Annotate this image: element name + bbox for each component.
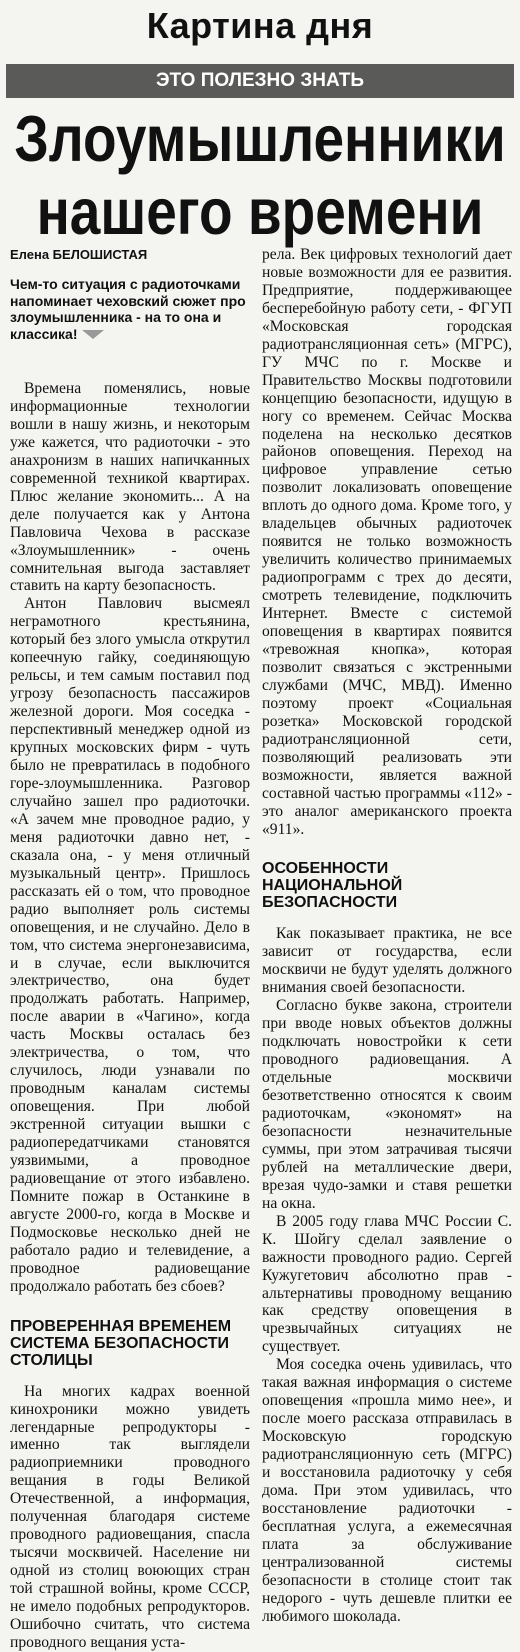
body-paragraph: рела. Век цифровых технологий дает новые возможности для ее развития. Предприятие, поддерживающее бесперебойную работу сети, - ФГУП «Московская городская радиотрансляционная сеть» (МГРС), ГУ МЧС по г. Москве и Правительство Москвы подготовили концепцию безопасности, идущую в ногу со временем. Сейчас Москва поделена на несколько десятков районов оповещения. Переход на цифровое управление сетью позволит локализовать оповещение вплоть до одного дома. Кроме того, у владельцев обычных радиоточек появится не только возможность увеличить количество принимаемых радиопрограмм с трех до десяти, смотреть телевидение, подключить Интернет. Вместе с системой оповещения в квартирах появится «тревожная кнопка», которая позволит связаться с экстренными службами (МЧС, МВД). Именно поэтому проект «Социальная розетка» Московской городской радиотрансляционной сети, позволяющий реализовать эти возможности, является важной составной частью программы «112» - это аналог американского проекта «911». [262,246,512,838]
body-paragraph: Как показывает практика, не все зависит от государства, если москвичи не будут уделять должного внимания своей безопасности. [262,925,512,997]
body-paragraph: На многих кадрах военной кинохроники можно увидеть легендарные репродукторы - именно так выглядели радиоприемники проводного вещания в годы Великой Отечественной, а информация, полученная благодаря системе проводного радиовещания, спасла тысячи москвичей. Население ни одной из столиц воюющих стран той страшной войны, кроме СССР, не имело подобных репродукторов. Ошибочно считать, что система проводного вещания уста- [10,1382,250,1651]
body-paragraph: Времена поменялись, новые информационные технологии вошли в нашу жизнь, и некоторым уже кажется, что радиоточки - это анахронизм в наших напичканных современной техникой квартирах. Плюс желание экономить... А на деле получается как у Антона Павловича Чехова в рассказе «Злоумышленник» - очень сомнительная выгода заставляет ставить на карту безопасность. [10,380,250,595]
rubric-banner: ЭТО ПОЛЕЗНО ЗНАТЬ [6,64,514,98]
body-paragraph: Согласно букве закона, строители при вводе новых объектов должны подключать новостройки к сети проводного радиовещания. А отдельные москвичи безответственно относятся к своим радиоточкам, «экономят» на безопасности незначительные суммы, при этом затрачивая тысячи рублей на металлические двери, врезая чудо-замки и ставя решетки на окна. [262,997,512,1212]
author-byline: Елена БЕЛОШИСТАЯ [10,247,148,262]
subheading-verified-system: ПРОВЕРЕННАЯ ВРЕМЕНЕМ СИСТЕМА БЕЗОПАСНОСТИ СТОЛИЦЫ [10,1317,232,1369]
body-paragraph: Моя соседка очень удивилась, что такая важная информация о системе оповещения «прошла мимо нее», и после моего рассказа отправилась в Московскую городскую радиотрансляционную сеть (МГРС) и восстановила радиоточку у себя дома. При этом удивилась, что восстановление радиоточки - бесплатная услуга, а ежемесячная плата за обслуживание централизованной системы безопасности в столице стоит так недорого - чуть дешевле плитки ее любимого шоколада. [262,1356,512,1625]
subheading-national-security: ОСОБЕННОСТИ НАЦИОНАЛЬНОЙ БЕЗОПАСНОСТИ [262,860,403,912]
section-title: Картина дня [146,5,374,46]
body-paragraph: В 2005 году глава МЧС России С. К. Шойгу сделал заявление о важности проводного радио. Сергей Кужугетович абсолютно прав - альтернативы проводному вещанию как средству оповещения в чрезвычайных ситуациях не существует. [262,1212,512,1356]
body-paragraph: Антон Павлович высмеял неграмотного крестьянина, который без злого умысла открутил копеечную гайку, соединяющую рельсы, и тем самым поставил под угрозу безопасность пассажиров железной дороги. Моя соседка - перспективный менеджер одной из крупных московских фирм - чуть было не превратилась в подобного горе-злоумышленника. Разговор случайно зашел про радиоточки. «А зачем мне проводное радио, у меня радиоточки давно нет, - сказала она, - у меня отличный музыкальный центр». Пришлось рассказать ей о том, что проводное радио выполняет роль системы оповещения, и не случайно. Дело в том, что система энергонезависима, и в случае, если выключится электричество, она будет продолжать работать. Например, после аварии в «Чагино», когда часть Москвы осталась без электричества, о том, что случилось, люди узнавали по проводным каналам системы оповещения. При любой экстренной ситуации вышки с радиопередатчиками становятся уязвимыми, а проводное радиовещание от этого избавлено. Помните пожар в Останкине в августе 2000-го, когда в Москве и Подмосковье несколько дней не работало радио и телевидение, а проводное радиовещание продолжало работать без сбоев? [10,595,250,1295]
lead-paragraph [10,276,250,342]
headline: Злоумышленники нашего времени [14,102,506,249]
down-arrow-icon [82,330,104,339]
left-column [10,246,250,1652]
right-column [262,246,512,1626]
lead-text: Чем-то ситуация с радиоточками напоминает чеховский сюжет про злоумышленника - на то она и классика! [10,276,246,342]
